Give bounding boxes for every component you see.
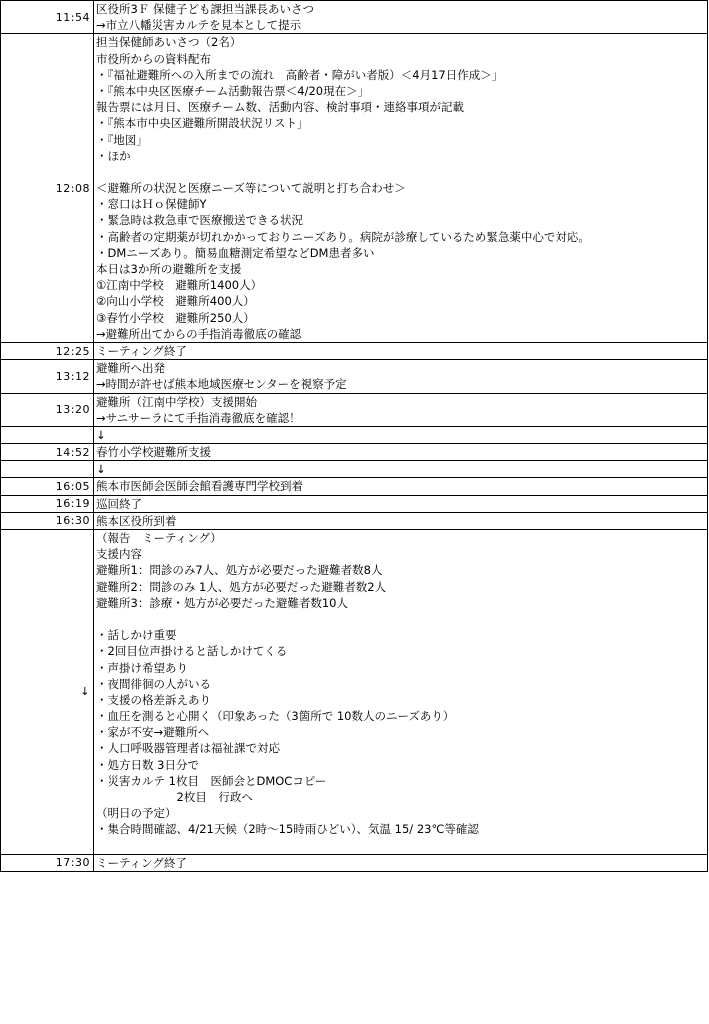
- content-line: ＜避難所の状況と医療ニーズ等について説明と打ち合わせ＞: [96, 181, 406, 196]
- content-cell: [94, 1, 708, 34]
- content-line: 報告票には月日、医療チーム数、活動内容、検討事項・連絡事項が記載: [96, 100, 464, 115]
- content-line: （明日の予定）: [96, 806, 177, 821]
- timeline-row: [1, 393, 708, 426]
- content-line: →避難所出てからの手指消毒徹底の確認: [96, 326, 302, 341]
- content-cell: [94, 512, 708, 529]
- time-cell: [1, 426, 94, 443]
- timeline-row: [1, 530, 708, 855]
- content-cell: [94, 444, 708, 461]
- content-line: 巡回終了: [96, 496, 142, 511]
- content-line: [96, 611, 707, 627]
- content-line: ・緊急時は救急車で医療搬送できる状況: [96, 213, 303, 228]
- content-line: ・ほか: [96, 148, 131, 163]
- content-line: ・血圧を測ると心開く（印象あった（3箇所で 10数人のニーズあり）: [96, 709, 455, 724]
- content-cell: [94, 495, 708, 512]
- content-cell: [94, 854, 708, 871]
- content-line: （報告 ミーティング）: [96, 531, 222, 545]
- content-line: ・高齢者の定期薬が切れかかっておりニーズあり。病院が診療しているため緊急薬中心で対応。: [96, 229, 590, 244]
- content-line: →サニサーラにて手指消毒徹底を確認！: [96, 410, 301, 425]
- timeline-row: [1, 461, 708, 478]
- content-line: 春竹小学校避難所支援: [96, 445, 211, 460]
- time-cell: [1, 461, 94, 478]
- time-cell: 14:52: [1, 444, 94, 461]
- timeline-row: [1, 426, 708, 443]
- content-line: 熊本区役所到着: [96, 513, 177, 528]
- time-cell: 12:08: [1, 34, 94, 343]
- content-line: ・『地図」: [96, 132, 148, 147]
- timeline-row: [1, 1, 708, 34]
- content-line: ・窓口はＨｏ保健師Y: [96, 197, 207, 212]
- content-line: ・家が不安→避難所へ: [96, 725, 210, 740]
- time-cell: 16:30: [1, 512, 94, 529]
- content-line: ・2回目位声掛けると話しかけてくる: [96, 644, 288, 659]
- time-cell: 13:20: [1, 393, 94, 426]
- content-cell: [94, 393, 708, 426]
- content-line: ・夜間徘徊の人がいる: [96, 676, 211, 691]
- content-line: 2枚目 行政へ: [96, 790, 253, 804]
- timeline-row: [1, 444, 708, 461]
- content-line: 担当保健師あいさつ（2名）: [96, 35, 242, 50]
- content-line: 避難所1：問診のみ7人、処方が必要だった避難者数8人: [96, 563, 383, 578]
- time-cell: 11:54: [1, 1, 94, 34]
- content-cell: [94, 530, 708, 855]
- content-line: ②向山小学校 避難所400人）: [96, 294, 255, 309]
- content-cell: [94, 34, 708, 343]
- content-cell: [94, 342, 708, 359]
- timeline-row: [1, 342, 708, 359]
- content-line: ・『熊本市中央区避難所開設状況リスト」: [96, 116, 309, 131]
- timeline-row: [1, 512, 708, 529]
- content-line: →時間が許せば熊本地域医療センターを視察予定: [96, 377, 347, 392]
- content-line: ③春竹小学校 避難所250人）: [96, 310, 255, 325]
- content-line: →市立八幡災害カルテを見本として提示: [96, 18, 302, 33]
- content-line: ・『熊本中央区医療チーム活動報告票＜4/20現在＞」: [96, 83, 370, 98]
- timeline-row: [1, 854, 708, 871]
- content-line: 本日は3か所の避難所を支援: [96, 262, 242, 276]
- content-line: ミーティング終了: [96, 343, 187, 358]
- content-line: ・声掛け希望あり: [96, 660, 188, 675]
- content-line: 支援内容: [96, 547, 142, 562]
- content-line: 区役所3Ｆ 保健子ども課担当課長あいさつ: [96, 2, 314, 16]
- content-line: ・人口呼吸器管理者は福祉課で対応: [96, 741, 280, 756]
- content-line: 避難所3：診療・処方が必要だった避難者数10人: [96, 595, 348, 610]
- content-line: 市役所からの資料配布: [96, 51, 211, 66]
- timeline-row: [1, 478, 708, 495]
- content-line: ↓: [96, 462, 106, 477]
- content-line: [96, 838, 707, 854]
- content-line: 避難所（江南中学校）支援開始: [96, 394, 257, 409]
- content-line: ・『福祉避難所への入所までの流れ 高齢者・障がい者版）＜4月17日作成＞」: [96, 67, 504, 82]
- content-cell: [94, 478, 708, 495]
- timeline-body: [1, 1, 708, 872]
- timeline-row: [1, 34, 708, 343]
- content-line: ・支援の格差訴えあり: [96, 692, 211, 707]
- time-cell: 16:19: [1, 495, 94, 512]
- content-cell: [94, 360, 708, 393]
- content-line: [96, 164, 707, 180]
- time-cell: 16:05: [1, 478, 94, 495]
- content-line: ・集合時間確認、4/21天候（2時～15時雨ひどい）、気温 15/ 23℃等確認: [96, 822, 479, 837]
- content-line: 熊本市医師会医師会館看護専門学校到着: [96, 479, 303, 494]
- content-cell: [94, 461, 708, 478]
- content-line: ・災害カルテ 1枚目 医師会とDMOCコピー: [96, 773, 327, 788]
- content-line: 避難所へ出発: [96, 361, 165, 376]
- content-cell: [94, 426, 708, 443]
- content-line: 避難所2：問診のみ 1人、処方が必要だった避難者数2人: [96, 579, 387, 594]
- content-line: ・DMニーズあり。簡易血糖測定希望などDM患者多い: [96, 245, 375, 260]
- time-cell: ↓: [1, 530, 94, 855]
- content-line: ・話しかけ重要: [96, 628, 177, 643]
- timeline-row: [1, 495, 708, 512]
- time-cell: 12:25: [1, 342, 94, 359]
- content-line: ミーティング終了: [96, 855, 187, 870]
- content-line: ①江南中学校 避難所1400人）: [96, 278, 263, 293]
- content-line: ・処方日数 3日分で: [96, 757, 199, 772]
- timeline-row: [1, 360, 708, 393]
- time-cell: 17:30: [1, 854, 94, 871]
- content-line: ↓: [96, 427, 106, 442]
- time-cell: 13:12: [1, 360, 94, 393]
